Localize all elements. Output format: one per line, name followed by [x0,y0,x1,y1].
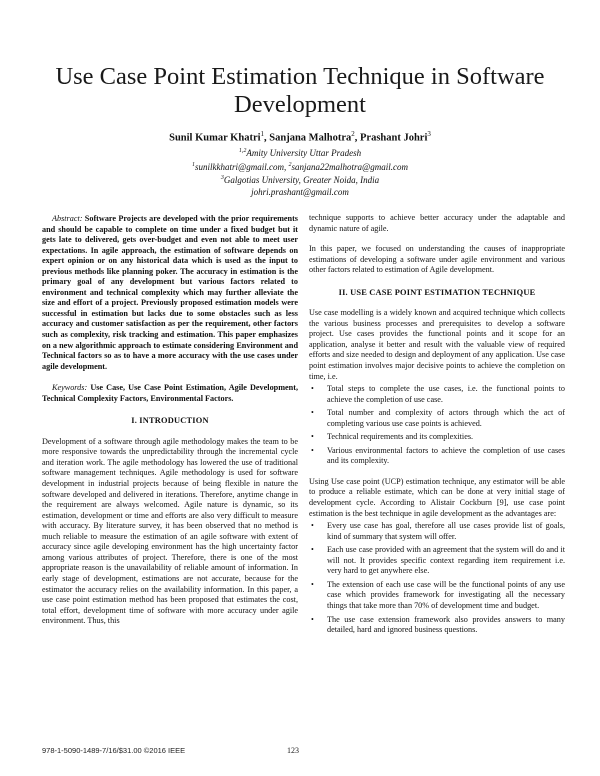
list-item-text: Total steps to complete the use cases, i.e. the functional points to achieve the completion of use case. [327,384,565,404]
list-item [309,432,565,443]
bullet-icon: • [311,521,314,531]
bullet-icon: • [311,545,314,555]
affiliation-line [40,160,560,174]
paragraph-ucp-advantages: Using Use case point (UCP) estimation technique, any estimator will be able to produce a reliable estimate, which can be done at very initial stage of development cycle. According to Alistair Cockburn [9], use case point estimation is the best technique in agile development as the advantages are: [309,476,565,518]
bullet-icon: • [311,579,314,589]
left-column [42,214,298,627]
affil-text: Amity University Uttar Pradesh [246,148,362,158]
list-item-text: The use case extension framework also provides answers to many detailed, hard and ignored business questions. [327,614,565,635]
list-item [309,545,565,577]
list-item [309,446,565,467]
affil-sup: 1,2 [238,148,247,154]
list-item-text: Technical requirements and its complexities. [327,432,474,442]
list-item [309,384,565,405]
list-item [309,615,565,636]
right-column [309,213,565,639]
author-name: Prashant Johri [360,132,428,144]
page-number: 123 [287,746,299,755]
affil-sup: 3 [220,175,224,181]
list-item-text: Each use case provided with an agreement that the system will do and it will not. It provides specific context regarding item requirement i.e. very hard to get anywhere else. [327,545,565,576]
author-sep: , [354,132,360,144]
affil-text: johri.prashant@gmail.com [251,186,349,197]
affiliation-line [40,187,560,199]
abstract-text: Software Projects are developed with the prior requirements and should be capable to complete on time under a fixed budget but it gets late to delivered, gets over-budget and even not able to meet user expectations. In agile approach, the estimation of software depends on expert opinion or on any historical data which is used as the input to previous methods like planning poker. The accuracy in estimation is the primary goal of any development but various factors related to environment and technical complexity which may further alleviate the size and effort of a project. Previously proposed estimation models were successful in estimation but lacks due to some obstacles such as less accuracy and customer satisfaction as per the requirement, other factors such as complexity, risk tracking and estimation. This paper emphasizes on a new algorithmic approach to estimate considering Environment and Technical factors so as to have a more accuracy with the use cases under agile development. [42,214,298,371]
section-heading-introduction: I. INTRODUCTION [131,416,209,426]
list-item [309,521,565,542]
keywords [42,383,298,404]
author-sep: , [264,132,270,144]
affil-sup: 1 [191,161,195,168]
author-sup: 3 [427,130,431,138]
bullet-icon: • [311,408,314,418]
paragraph-focus: In this paper, we focused on understanding the causes of inappropriate estimations of developing a software under agile environment and various other factors related to estimation of Agile development. [309,244,565,275]
paragraph-use-case-modelling: Use case modelling is a widely known and acquired technique which collects the various business processes and prerequisites to develop a software project. Use cases provides the functional points and it scope for an application, analyse it better and result with the valuable view of required efforts and size needed to design and deployment of any application. Use case point estimation involves major decisive points to achieve the completion on time, i.e. [309,308,565,381]
abstract-label: Abstract: [52,214,83,223]
bullet-icon: • [311,384,314,394]
list-item [309,408,565,429]
affil-text: sunilkkhatri@gmail.com, [194,161,289,172]
paragraph-continuation: technique supports to achieve better accuracy under the adaptable and dynamic nature of agile. [309,213,565,233]
introduction-paragraph: Development of a software through agile methodology makes the team to be more responsive towards the unpredictability through the incremental cycle and iteration work. The agile methodology has lowered the use of traditional software management techniques. Agile methodology is used for software development in industrial projects because of being flexible in nature the software developed and delivered in iterations. Therefore, anytime change in the requirement are always welcomed. Agile nature is dynamic, so its estimation, development or time and efforts are also very difficult to measure with accuracy. By literature survey, it has been observed that no method is much reliable to measure the estimation of an agile software with extent of accuracy since agile developing environment has the high uncertainty factor among various attributes of project. Therefore, there is one of the most appropriate reason is the unavailability of reliable amount of information. In early stage of development, estimations are not accurate, because for the estimator the accuracy relies on the availability information. In this paper, a use case point estimation method has been proposed that estimates the cost, total effort, development time of software with more accuracy under agile environment. Thus, this [42,436,298,626]
list-item-text: Total number and complexity of actors through which the act of completing various use case points is achieved. [327,408,565,428]
keywords-label: Keywords: [52,383,88,393]
affil-text: Galgotias University, Greater Noida, India [223,175,380,185]
section-heading-ucp: II. USE CASE POINT ESTIMATION TECHNIQUE [338,287,536,297]
paper-title: Use Case Point Estimation Technique in Software Development [55,63,545,118]
footer-isbn: 978-1-5090-1489-7/16/$31.00 ©2016 IEEE [42,746,186,755]
author-sup: 1 [260,130,265,138]
affiliations [40,146,560,198]
abstract [42,214,298,372]
affiliation-line [40,173,560,187]
author-list [40,128,560,145]
affiliation-line [40,146,560,160]
list-item-text: The extension of each use case will be the functional points of any use case which provides framework for investigating all the necessary things that take more than 70% of development time and budget. [327,579,565,610]
author-sup: 2 [351,130,355,138]
list-item [309,580,565,612]
affil-text: sanjana22malhotra@gmail.com [291,161,409,172]
author-name: Sunil Kumar Khatri [169,132,261,144]
affil-sup: 2 [288,161,292,168]
bullet-icon: • [311,445,314,455]
list-item-text: Every use case has goal, therefore all use cases provide list of goals, kind of summary that system will offer. [327,521,565,541]
bullet-icon: • [311,432,314,442]
bullet-list-decisive-points [309,384,565,467]
author-name: Sanjana Malhotra [269,132,352,144]
bullet-list-advantages [309,521,565,635]
keywords-text: Use Case, Use Case Point Estimation, Agile Development, Technical Complexity Factors, Environmental Factors. [42,383,298,403]
bullet-icon: • [311,614,314,624]
list-item-text: Various environmental factors to achieve the completion of use cases and its complexity. [327,445,565,466]
